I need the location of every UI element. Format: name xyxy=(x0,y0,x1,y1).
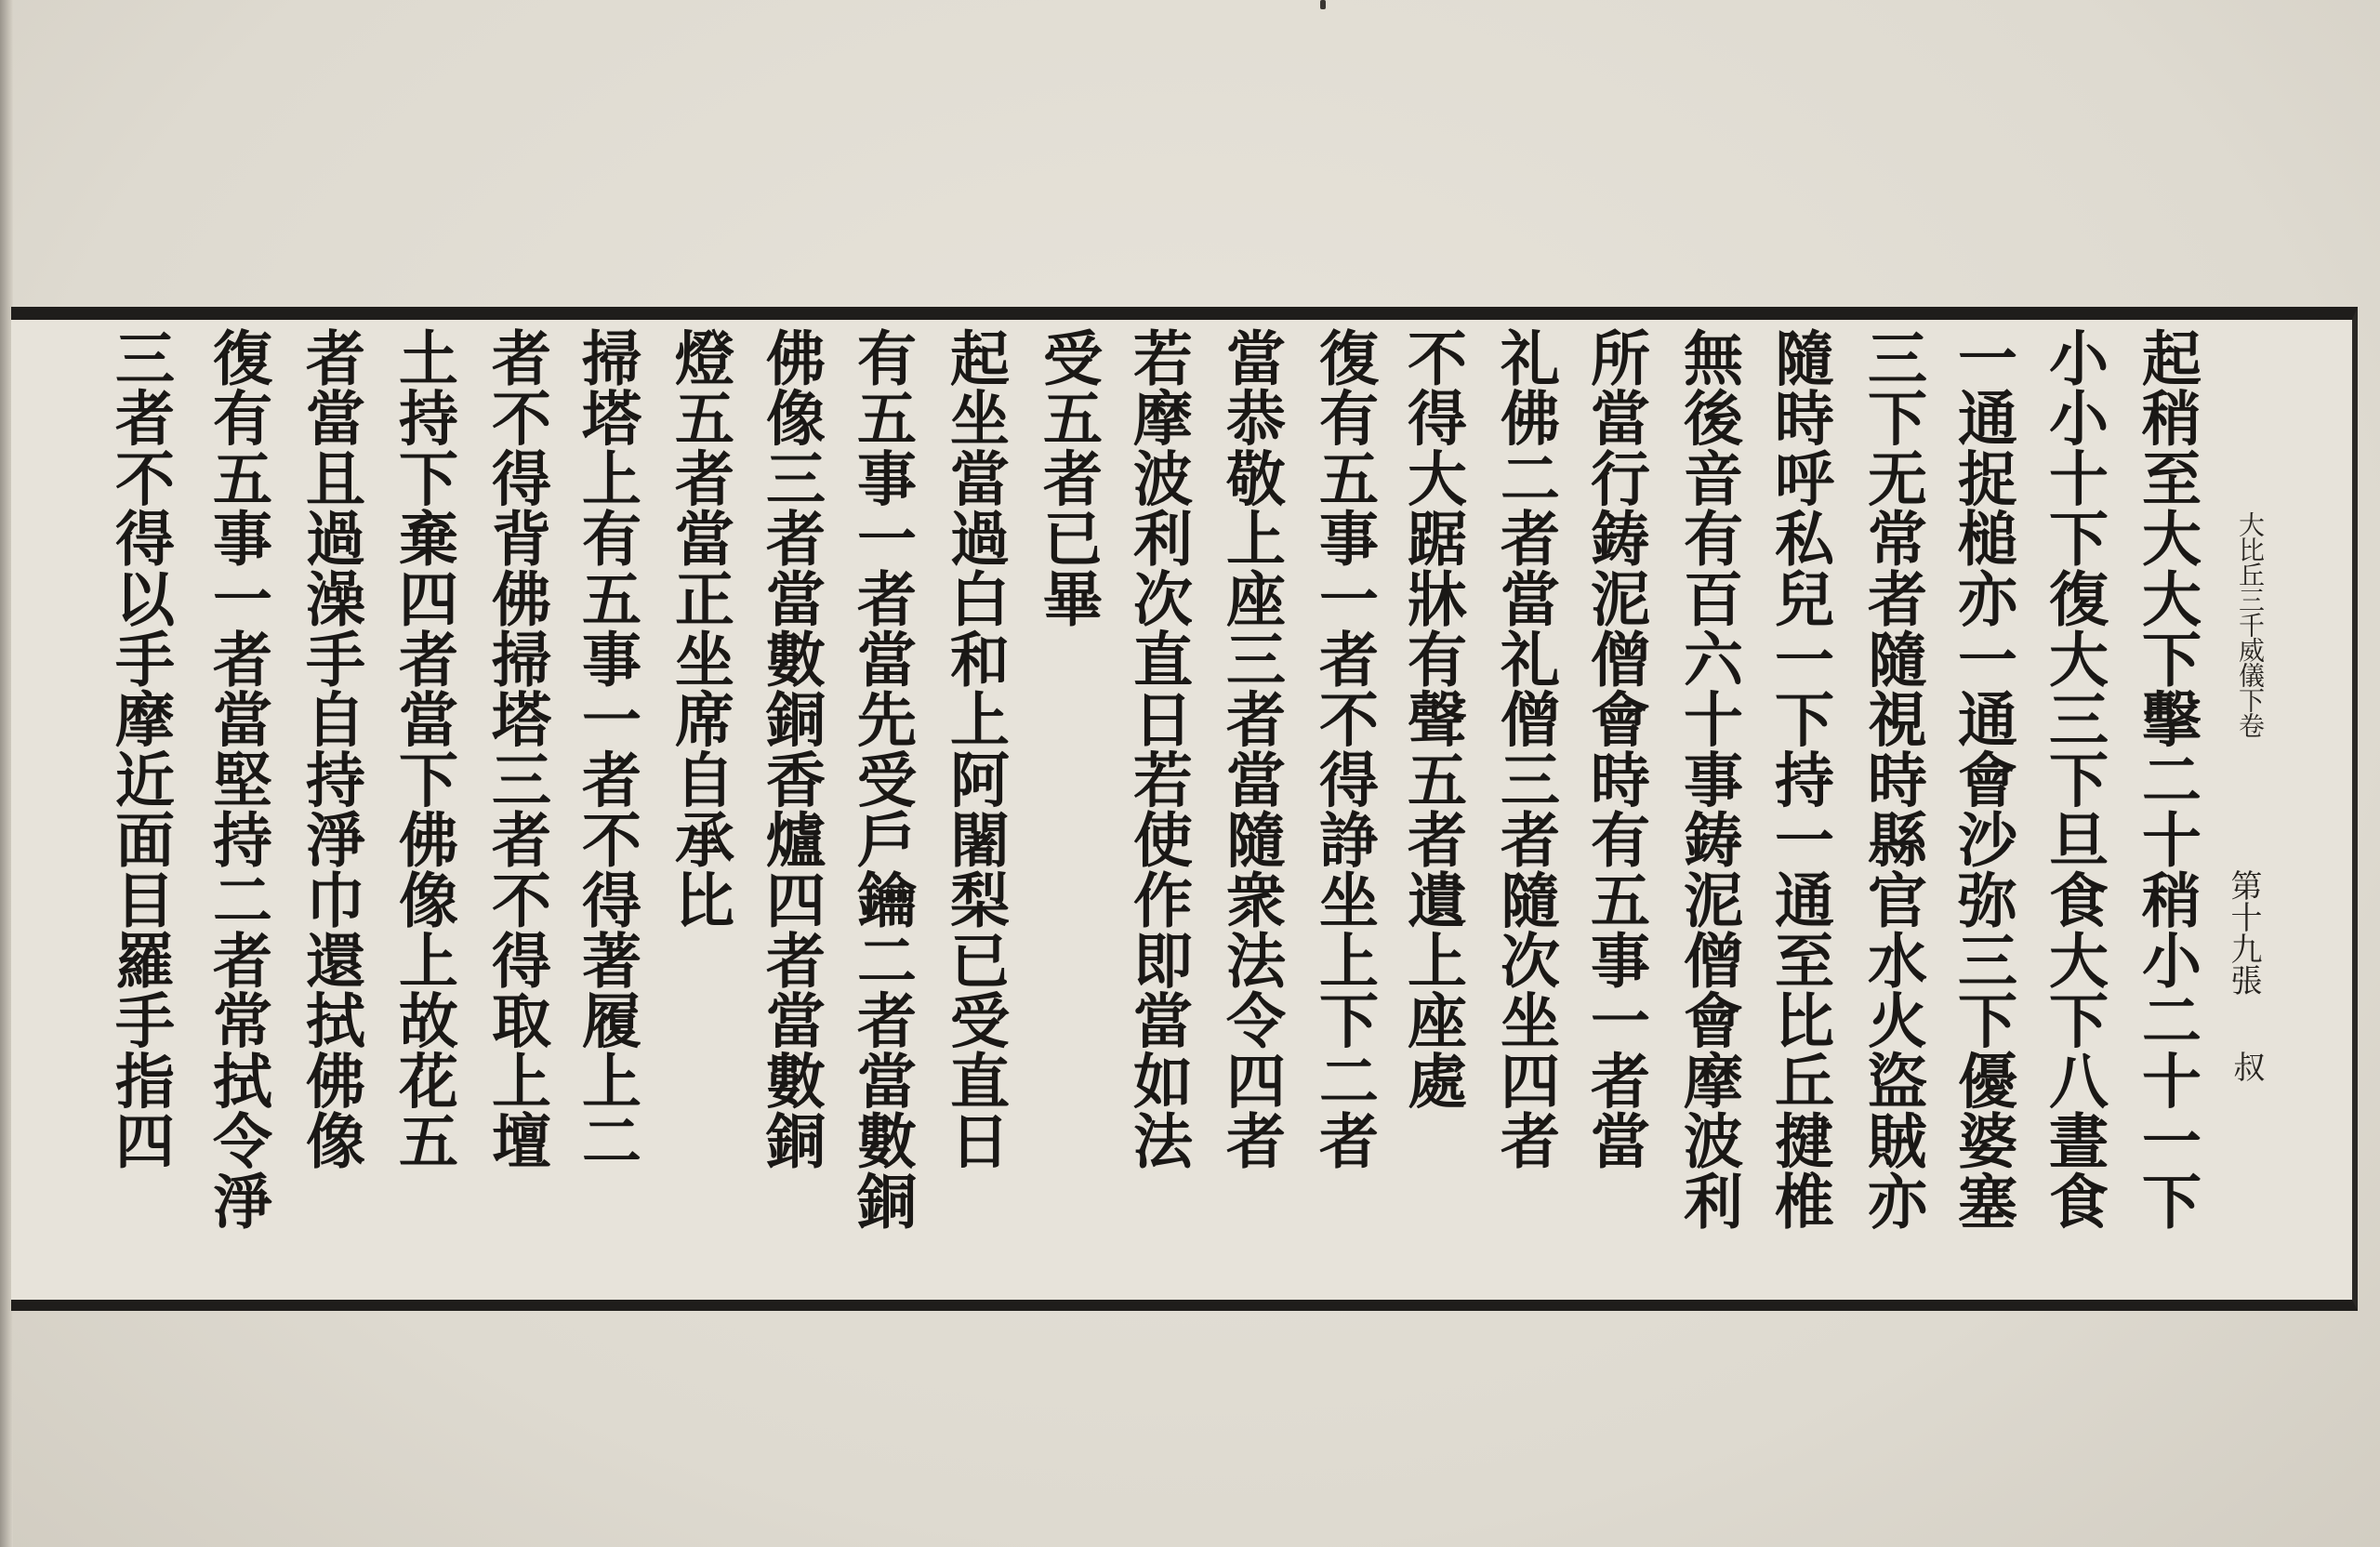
text-column-18: 掃塔上有五事一者不得著履上二 xyxy=(572,327,641,1171)
text-column-16: 佛像三者當數銅香爐四者當數銅 xyxy=(756,327,826,1171)
text-column-3: 一通捉槌亦一通會沙弥三下優婆塞 xyxy=(1948,327,2017,1231)
text-column-8: 礼佛二者當礼僧三者隨次坐四者 xyxy=(1490,327,1560,1171)
text-column-2: 小小十下復大三下旦食大下八晝食 xyxy=(2039,327,2109,1231)
text-column-19: 者不得背佛掃塔三者不得取上壇 xyxy=(482,327,551,1171)
text-column-21: 者當且過澡手自持淨巾還拭佛像 xyxy=(296,327,365,1171)
text-column-23: 三者不得以手摩近面目羅手指四 xyxy=(105,327,175,1171)
text-column-10: 復有五事一者不得諍坐上下二者 xyxy=(1309,327,1379,1171)
text-column-13: 受五者已畢 xyxy=(1033,327,1103,628)
text-column-15: 有五事一者當先受戶鑰二者當數銅 xyxy=(847,327,917,1231)
text-column-22: 復有五事一者當堅持二者常拭令淨 xyxy=(203,327,272,1231)
margin-carver-mark: 叔 xyxy=(2228,1051,2265,1082)
text-column-4: 三下无常者隨視時縣官水火盜賊亦 xyxy=(1858,327,1927,1231)
text-column-6: 無後音有百六十事鋳泥僧會摩波利 xyxy=(1673,327,1743,1231)
text-column-9: 不得大踞牀有聲五者遺上座處 xyxy=(1397,327,1467,1111)
text-column-12: 若摩波利次直日若使作即當如法 xyxy=(1123,327,1193,1171)
text-column-11: 當恭敬上座三者當隨衆法令四者 xyxy=(1216,327,1286,1171)
text-column-5: 隨時呼私兒一下持一通至比丘揵椎 xyxy=(1765,327,1834,1231)
ink-mark xyxy=(1320,0,1326,9)
text-column-1: 起稍至大大下擊二十稍小二十一下 xyxy=(2132,327,2202,1231)
text-column-17: 燈五者當正坐席自承比 xyxy=(665,327,734,930)
text-column-7: 所當行鋳泥僧會時有五事一者當 xyxy=(1580,327,1650,1171)
text-column-20: 土持下棄四者當下佛像上故花五 xyxy=(389,327,458,1171)
text-column-14: 起坐當過白和上阿闍梨已受直日 xyxy=(940,327,1010,1171)
margin-page-number: 第十九張 xyxy=(2225,869,2262,996)
margin-sutra-title: 大比丘三千威儀下卷 xyxy=(2235,511,2266,737)
